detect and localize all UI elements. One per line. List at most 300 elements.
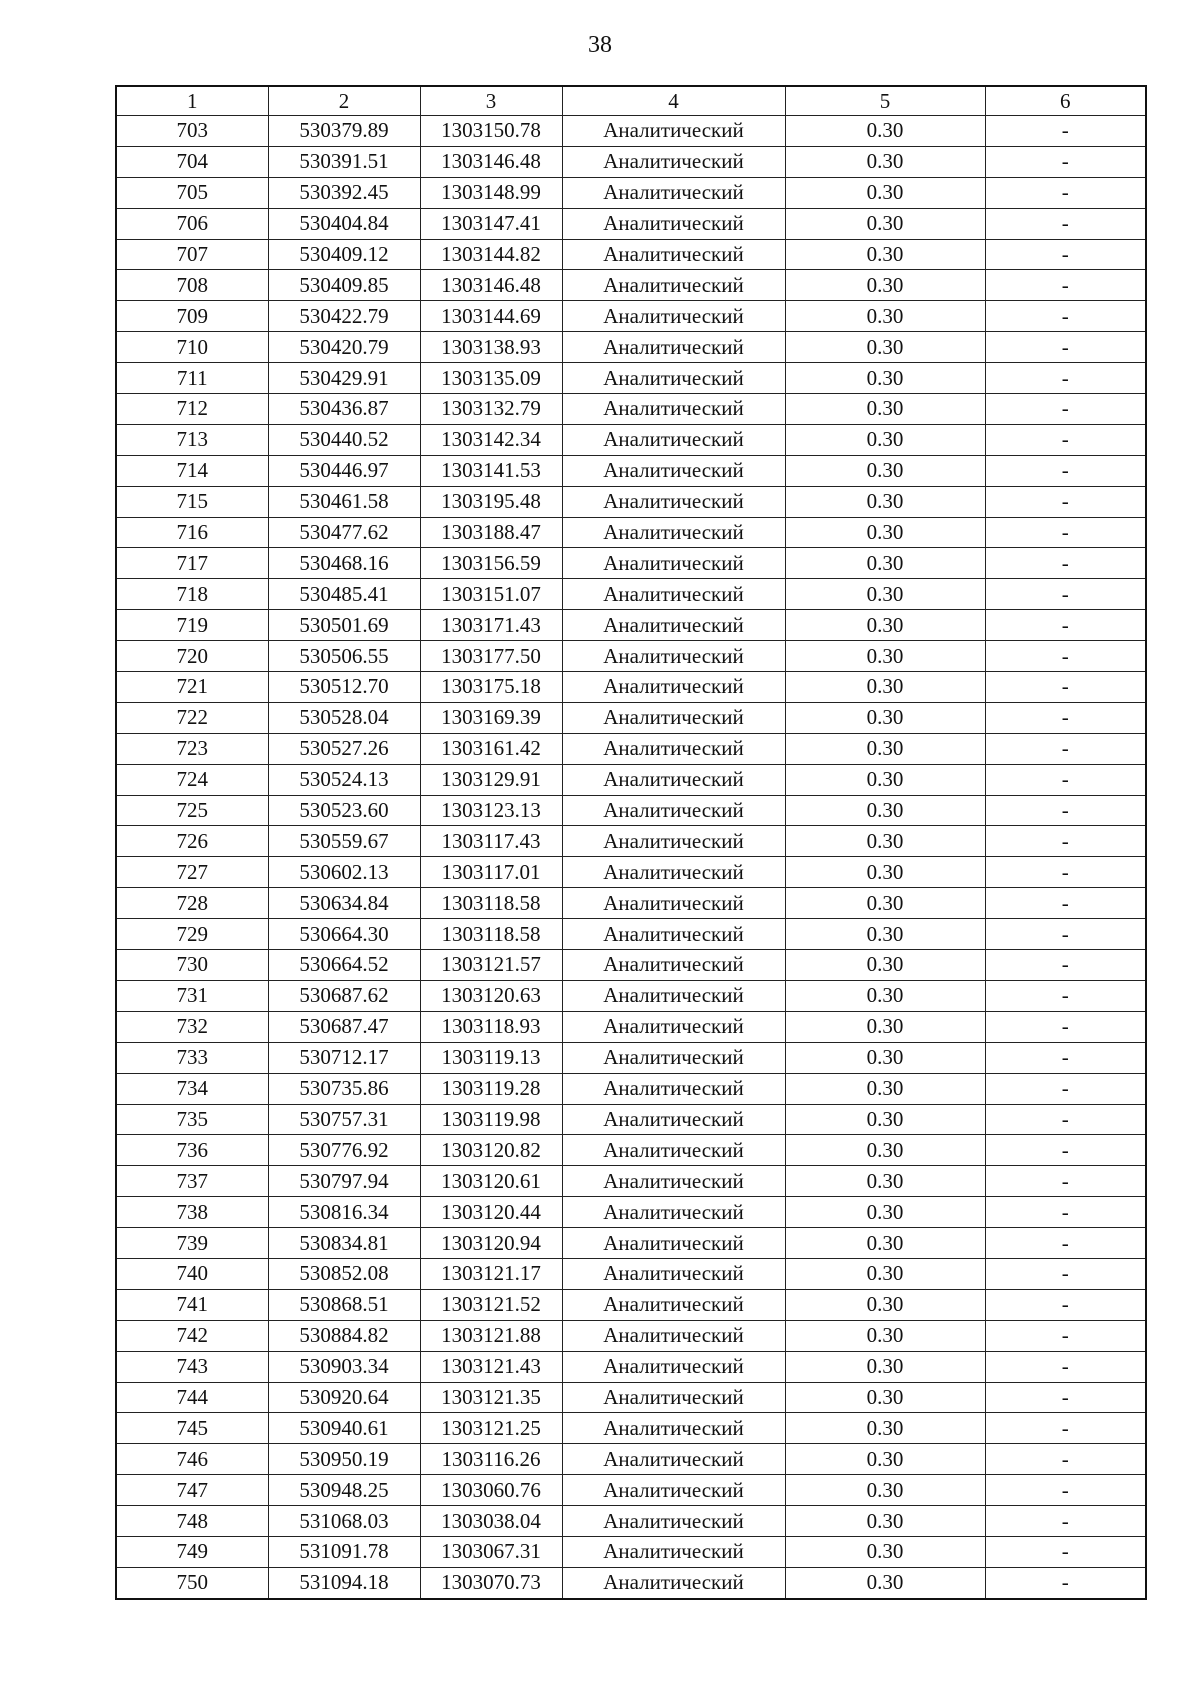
y-coordinate-cell: 1303142.34 (420, 424, 562, 455)
point-number-cell: 714 (116, 455, 268, 486)
x-coordinate-cell: 530687.62 (268, 980, 420, 1011)
table-row (116, 950, 1146, 981)
table-row (116, 1104, 1146, 1135)
accuracy-cell: 0.30 (785, 1382, 985, 1413)
point-number-cell: 741 (116, 1289, 268, 1320)
notes-cell: - (985, 455, 1146, 486)
method-cell: Аналитический (562, 363, 785, 394)
table-header (116, 86, 1146, 116)
y-coordinate-cell: 1303121.57 (420, 950, 562, 981)
table-row (116, 177, 1146, 208)
method-cell: Аналитический (562, 116, 785, 147)
y-coordinate-cell: 1303146.48 (420, 146, 562, 177)
y-coordinate-cell: 1303070.73 (420, 1567, 562, 1598)
accuracy-cell: 0.30 (785, 795, 985, 826)
method-cell: Аналитический (562, 486, 785, 517)
accuracy-cell: 0.30 (785, 270, 985, 301)
point-number-cell: 743 (116, 1351, 268, 1382)
point-number-cell: 713 (116, 424, 268, 455)
point-number-cell: 712 (116, 394, 268, 425)
table-row (116, 1197, 1146, 1228)
method-cell: Аналитический (562, 1320, 785, 1351)
accuracy-cell: 0.30 (785, 1351, 985, 1382)
notes-cell: - (985, 517, 1146, 548)
y-coordinate-cell: 1303123.13 (420, 795, 562, 826)
y-coordinate-cell: 1303135.09 (420, 363, 562, 394)
table-row (116, 1228, 1146, 1259)
x-coordinate-cell: 530429.91 (268, 363, 420, 394)
y-coordinate-cell: 1303119.13 (420, 1042, 562, 1073)
x-coordinate-cell: 530884.82 (268, 1320, 420, 1351)
y-coordinate-cell: 1303118.58 (420, 888, 562, 919)
table-row (116, 764, 1146, 795)
accuracy-cell: 0.30 (785, 1258, 985, 1289)
y-coordinate-cell: 1303119.98 (420, 1104, 562, 1135)
notes-cell: - (985, 579, 1146, 610)
y-coordinate-cell: 1303121.35 (420, 1382, 562, 1413)
point-number-cell: 725 (116, 795, 268, 826)
method-cell: Аналитический (562, 610, 785, 641)
point-number-cell: 734 (116, 1073, 268, 1104)
notes-cell: - (985, 672, 1146, 703)
y-coordinate-cell: 1303117.43 (420, 826, 562, 857)
accuracy-cell: 0.30 (785, 1042, 985, 1073)
table-row (116, 1135, 1146, 1166)
x-coordinate-cell: 531091.78 (268, 1536, 420, 1567)
x-coordinate-cell: 530512.70 (268, 672, 420, 703)
x-coordinate-cell: 530523.60 (268, 795, 420, 826)
y-coordinate-cell: 1303120.82 (420, 1135, 562, 1166)
table-row (116, 146, 1146, 177)
method-cell: Аналитический (562, 795, 785, 826)
y-coordinate-cell: 1303119.28 (420, 1073, 562, 1104)
accuracy-cell: 0.30 (785, 116, 985, 147)
point-number-cell: 720 (116, 641, 268, 672)
notes-cell: - (985, 1166, 1146, 1197)
y-coordinate-cell: 1303121.43 (420, 1351, 562, 1382)
notes-cell: - (985, 1536, 1146, 1567)
x-coordinate-cell: 530422.79 (268, 301, 420, 332)
notes-cell: - (985, 1289, 1146, 1320)
method-cell: Аналитический (562, 1228, 785, 1259)
notes-cell: - (985, 641, 1146, 672)
method-cell: Аналитический (562, 1135, 785, 1166)
notes-cell: - (985, 363, 1146, 394)
y-coordinate-cell: 1303138.93 (420, 332, 562, 363)
x-coordinate-cell: 530940.61 (268, 1413, 420, 1444)
notes-cell: - (985, 1042, 1146, 1073)
point-number-cell: 744 (116, 1382, 268, 1413)
accuracy-cell: 0.30 (785, 363, 985, 394)
point-number-cell: 733 (116, 1042, 268, 1073)
accuracy-cell: 0.30 (785, 239, 985, 270)
accuracy-cell: 0.30 (785, 980, 985, 1011)
notes-cell: - (985, 888, 1146, 919)
table-row (116, 116, 1146, 147)
point-number-cell: 730 (116, 950, 268, 981)
method-cell: Аналитический (562, 455, 785, 486)
notes-cell: - (985, 826, 1146, 857)
y-coordinate-cell: 1303146.48 (420, 270, 562, 301)
notes-cell: - (985, 1011, 1146, 1042)
notes-cell: - (985, 919, 1146, 950)
method-cell: Аналитический (562, 1197, 785, 1228)
y-coordinate-cell: 1303120.63 (420, 980, 562, 1011)
notes-cell: - (985, 764, 1146, 795)
method-cell: Аналитический (562, 1382, 785, 1413)
point-number-cell: 747 (116, 1475, 268, 1506)
y-coordinate-cell: 1303067.31 (420, 1536, 562, 1567)
table-row (116, 270, 1146, 301)
x-coordinate-cell: 530468.16 (268, 548, 420, 579)
accuracy-cell: 0.30 (785, 146, 985, 177)
method-cell: Аналитический (562, 702, 785, 733)
point-number-cell: 711 (116, 363, 268, 394)
notes-cell: - (985, 301, 1146, 332)
method-cell: Аналитический (562, 1475, 785, 1506)
point-number-cell: 704 (116, 146, 268, 177)
accuracy-cell: 0.30 (785, 1506, 985, 1537)
y-coordinate-cell: 1303121.88 (420, 1320, 562, 1351)
table-row (116, 1444, 1146, 1475)
coordinates-table (115, 85, 1147, 1600)
notes-cell: - (985, 1104, 1146, 1135)
point-number-cell: 736 (116, 1135, 268, 1166)
notes-cell: - (985, 857, 1146, 888)
notes-cell: - (985, 1073, 1146, 1104)
x-coordinate-cell: 530816.34 (268, 1197, 420, 1228)
y-coordinate-cell: 1303120.44 (420, 1197, 562, 1228)
notes-cell: - (985, 146, 1146, 177)
accuracy-cell: 0.30 (785, 424, 985, 455)
notes-cell: - (985, 1135, 1146, 1166)
x-coordinate-cell: 530446.97 (268, 455, 420, 486)
accuracy-cell: 0.30 (785, 1011, 985, 1042)
accuracy-cell: 0.30 (785, 1413, 985, 1444)
x-coordinate-cell: 530461.58 (268, 486, 420, 517)
table-row (116, 1536, 1146, 1567)
accuracy-cell: 0.30 (785, 733, 985, 764)
point-number-cell: 731 (116, 980, 268, 1011)
y-coordinate-cell: 1303060.76 (420, 1475, 562, 1506)
notes-cell: - (985, 1382, 1146, 1413)
y-coordinate-cell: 1303120.94 (420, 1228, 562, 1259)
point-number-cell: 709 (116, 301, 268, 332)
point-number-cell: 749 (116, 1536, 268, 1567)
method-cell: Аналитический (562, 857, 785, 888)
x-coordinate-cell: 530392.45 (268, 177, 420, 208)
accuracy-cell: 0.30 (785, 610, 985, 641)
x-coordinate-cell: 530950.19 (268, 1444, 420, 1475)
y-coordinate-cell: 1303118.58 (420, 919, 562, 950)
y-coordinate-cell: 1303121.17 (420, 1258, 562, 1289)
table-row (116, 239, 1146, 270)
notes-cell: - (985, 424, 1146, 455)
point-number-cell: 723 (116, 733, 268, 764)
notes-cell: - (985, 980, 1146, 1011)
x-coordinate-cell: 530477.62 (268, 517, 420, 548)
method-cell: Аналитический (562, 950, 785, 981)
method-cell: Аналитический (562, 1258, 785, 1289)
table-row (116, 486, 1146, 517)
point-number-cell: 748 (116, 1506, 268, 1537)
accuracy-cell: 0.30 (785, 548, 985, 579)
notes-cell: - (985, 1413, 1146, 1444)
x-coordinate-cell: 530379.89 (268, 116, 420, 147)
table-row (116, 888, 1146, 919)
point-number-cell: 740 (116, 1258, 268, 1289)
table-row (116, 733, 1146, 764)
y-coordinate-cell: 1303147.41 (420, 208, 562, 239)
table-row (116, 301, 1146, 332)
x-coordinate-cell: 530834.81 (268, 1228, 420, 1259)
accuracy-cell: 0.30 (785, 394, 985, 425)
notes-cell: - (985, 208, 1146, 239)
point-number-cell: 715 (116, 486, 268, 517)
table-row (116, 1073, 1146, 1104)
y-coordinate-cell: 1303118.93 (420, 1011, 562, 1042)
x-coordinate-cell: 530559.67 (268, 826, 420, 857)
header-cell-2: 2 (268, 86, 420, 116)
method-cell: Аналитический (562, 208, 785, 239)
point-number-cell: 717 (116, 548, 268, 579)
header-cell-5: 5 (785, 86, 985, 116)
point-number-cell: 710 (116, 332, 268, 363)
point-number-cell: 738 (116, 1197, 268, 1228)
method-cell: Аналитический (562, 1073, 785, 1104)
table-row (116, 548, 1146, 579)
accuracy-cell: 0.30 (785, 1135, 985, 1166)
table-row (116, 1413, 1146, 1444)
table-row (116, 208, 1146, 239)
notes-cell: - (985, 548, 1146, 579)
table-row (116, 980, 1146, 1011)
accuracy-cell: 0.30 (785, 455, 985, 486)
method-cell: Аналитический (562, 177, 785, 208)
method-cell: Аналитический (562, 1444, 785, 1475)
y-coordinate-cell: 1303188.47 (420, 517, 562, 548)
accuracy-cell: 0.30 (785, 826, 985, 857)
accuracy-cell: 0.30 (785, 517, 985, 548)
method-cell: Аналитический (562, 641, 785, 672)
header-cell-4: 4 (562, 86, 785, 116)
method-cell: Аналитический (562, 548, 785, 579)
table-row (116, 363, 1146, 394)
x-coordinate-cell: 530903.34 (268, 1351, 420, 1382)
accuracy-cell: 0.30 (785, 1475, 985, 1506)
y-coordinate-cell: 1303132.79 (420, 394, 562, 425)
x-coordinate-cell: 530501.69 (268, 610, 420, 641)
method-cell: Аналитический (562, 980, 785, 1011)
point-number-cell: 724 (116, 764, 268, 795)
method-cell: Аналитический (562, 1289, 785, 1320)
table-row (116, 332, 1146, 363)
header-cell-3: 3 (420, 86, 562, 116)
notes-cell: - (985, 270, 1146, 301)
point-number-cell: 729 (116, 919, 268, 950)
notes-cell: - (985, 1475, 1146, 1506)
method-cell: Аналитический (562, 424, 785, 455)
accuracy-cell: 0.30 (785, 672, 985, 703)
x-coordinate-cell: 530797.94 (268, 1166, 420, 1197)
accuracy-cell: 0.30 (785, 1166, 985, 1197)
y-coordinate-cell: 1303150.78 (420, 116, 562, 147)
x-coordinate-cell: 530776.92 (268, 1135, 420, 1166)
table-row (116, 1289, 1146, 1320)
accuracy-cell: 0.30 (785, 1320, 985, 1351)
accuracy-cell: 0.30 (785, 702, 985, 733)
table-row (116, 919, 1146, 950)
y-coordinate-cell: 1303144.69 (420, 301, 562, 332)
notes-cell: - (985, 1567, 1146, 1598)
point-number-cell: 705 (116, 177, 268, 208)
method-cell: Аналитический (562, 1413, 785, 1444)
x-coordinate-cell: 530948.25 (268, 1475, 420, 1506)
x-coordinate-cell: 530528.04 (268, 702, 420, 733)
x-coordinate-cell: 530420.79 (268, 332, 420, 363)
point-number-cell: 707 (116, 239, 268, 270)
x-coordinate-cell: 530602.13 (268, 857, 420, 888)
table-row (116, 579, 1146, 610)
notes-cell: - (985, 702, 1146, 733)
table-body (116, 116, 1146, 1599)
x-coordinate-cell: 530757.31 (268, 1104, 420, 1135)
y-coordinate-cell: 1303144.82 (420, 239, 562, 270)
table-row (116, 394, 1146, 425)
method-cell: Аналитический (562, 764, 785, 795)
x-coordinate-cell: 530868.51 (268, 1289, 420, 1320)
accuracy-cell: 0.30 (785, 332, 985, 363)
method-cell: Аналитический (562, 919, 785, 950)
accuracy-cell: 0.30 (785, 1197, 985, 1228)
accuracy-cell: 0.30 (785, 919, 985, 950)
notes-cell: - (985, 116, 1146, 147)
method-cell: Аналитический (562, 1042, 785, 1073)
accuracy-cell: 0.30 (785, 641, 985, 672)
y-coordinate-cell: 1303038.04 (420, 1506, 562, 1537)
table-row (116, 1320, 1146, 1351)
accuracy-cell: 0.30 (785, 579, 985, 610)
x-coordinate-cell: 530712.17 (268, 1042, 420, 1073)
y-coordinate-cell: 1303151.07 (420, 579, 562, 610)
method-cell: Аналитический (562, 301, 785, 332)
table-row (116, 1567, 1146, 1598)
notes-cell: - (985, 610, 1146, 641)
header-cell-6: 6 (985, 86, 1146, 116)
point-number-cell: 735 (116, 1104, 268, 1135)
x-coordinate-cell: 530524.13 (268, 764, 420, 795)
y-coordinate-cell: 1303156.59 (420, 548, 562, 579)
accuracy-cell: 0.30 (785, 1289, 985, 1320)
notes-cell: - (985, 177, 1146, 208)
method-cell: Аналитический (562, 332, 785, 363)
y-coordinate-cell: 1303175.18 (420, 672, 562, 703)
point-number-cell: 742 (116, 1320, 268, 1351)
y-coordinate-cell: 1303141.53 (420, 455, 562, 486)
accuracy-cell: 0.30 (785, 177, 985, 208)
accuracy-cell: 0.30 (785, 1073, 985, 1104)
header-cell-1: 1 (116, 86, 268, 116)
y-coordinate-cell: 1303171.43 (420, 610, 562, 641)
method-cell: Аналитический (562, 146, 785, 177)
point-number-cell: 746 (116, 1444, 268, 1475)
table-row (116, 1042, 1146, 1073)
point-number-cell: 706 (116, 208, 268, 239)
notes-cell: - (985, 394, 1146, 425)
notes-cell: - (985, 795, 1146, 826)
table-row (116, 826, 1146, 857)
x-coordinate-cell: 530404.84 (268, 208, 420, 239)
x-coordinate-cell: 530664.52 (268, 950, 420, 981)
x-coordinate-cell: 530506.55 (268, 641, 420, 672)
table-row (116, 1258, 1146, 1289)
y-coordinate-cell: 1303129.91 (420, 764, 562, 795)
table-row (116, 1475, 1146, 1506)
x-coordinate-cell: 530436.87 (268, 394, 420, 425)
notes-cell: - (985, 1351, 1146, 1382)
accuracy-cell: 0.30 (785, 857, 985, 888)
y-coordinate-cell: 1303117.01 (420, 857, 562, 888)
x-coordinate-cell: 531068.03 (268, 1506, 420, 1537)
point-number-cell: 728 (116, 888, 268, 919)
accuracy-cell: 0.30 (785, 208, 985, 239)
y-coordinate-cell: 1303121.52 (420, 1289, 562, 1320)
method-cell: Аналитический (562, 1351, 785, 1382)
point-number-cell: 727 (116, 857, 268, 888)
point-number-cell: 726 (116, 826, 268, 857)
accuracy-cell: 0.30 (785, 301, 985, 332)
point-number-cell: 703 (116, 116, 268, 147)
table-row (116, 610, 1146, 641)
table-row (116, 1011, 1146, 1042)
point-number-cell: 739 (116, 1228, 268, 1259)
point-number-cell: 722 (116, 702, 268, 733)
notes-cell: - (985, 486, 1146, 517)
x-coordinate-cell: 530409.85 (268, 270, 420, 301)
table-row (116, 455, 1146, 486)
notes-cell: - (985, 1197, 1146, 1228)
notes-cell: - (985, 733, 1146, 764)
method-cell: Аналитический (562, 1011, 785, 1042)
point-number-cell: 719 (116, 610, 268, 641)
method-cell: Аналитический (562, 579, 785, 610)
accuracy-cell: 0.30 (785, 1567, 985, 1598)
notes-cell: - (985, 1320, 1146, 1351)
notes-cell: - (985, 1444, 1146, 1475)
method-cell: Аналитический (562, 672, 785, 703)
accuracy-cell: 0.30 (785, 764, 985, 795)
method-cell: Аналитический (562, 1567, 785, 1598)
point-number-cell: 708 (116, 270, 268, 301)
table-row (116, 641, 1146, 672)
method-cell: Аналитический (562, 239, 785, 270)
method-cell: Аналитический (562, 270, 785, 301)
y-coordinate-cell: 1303161.42 (420, 733, 562, 764)
table-row (116, 857, 1146, 888)
point-number-cell: 750 (116, 1567, 268, 1598)
point-number-cell: 732 (116, 1011, 268, 1042)
x-coordinate-cell: 530391.51 (268, 146, 420, 177)
table-row (116, 1506, 1146, 1537)
y-coordinate-cell: 1303195.48 (420, 486, 562, 517)
table-row (116, 672, 1146, 703)
table-row (116, 795, 1146, 826)
method-cell: Аналитический (562, 888, 785, 919)
x-coordinate-cell: 530527.26 (268, 733, 420, 764)
method-cell: Аналитический (562, 1506, 785, 1537)
table-row (116, 1382, 1146, 1413)
x-coordinate-cell: 530634.84 (268, 888, 420, 919)
